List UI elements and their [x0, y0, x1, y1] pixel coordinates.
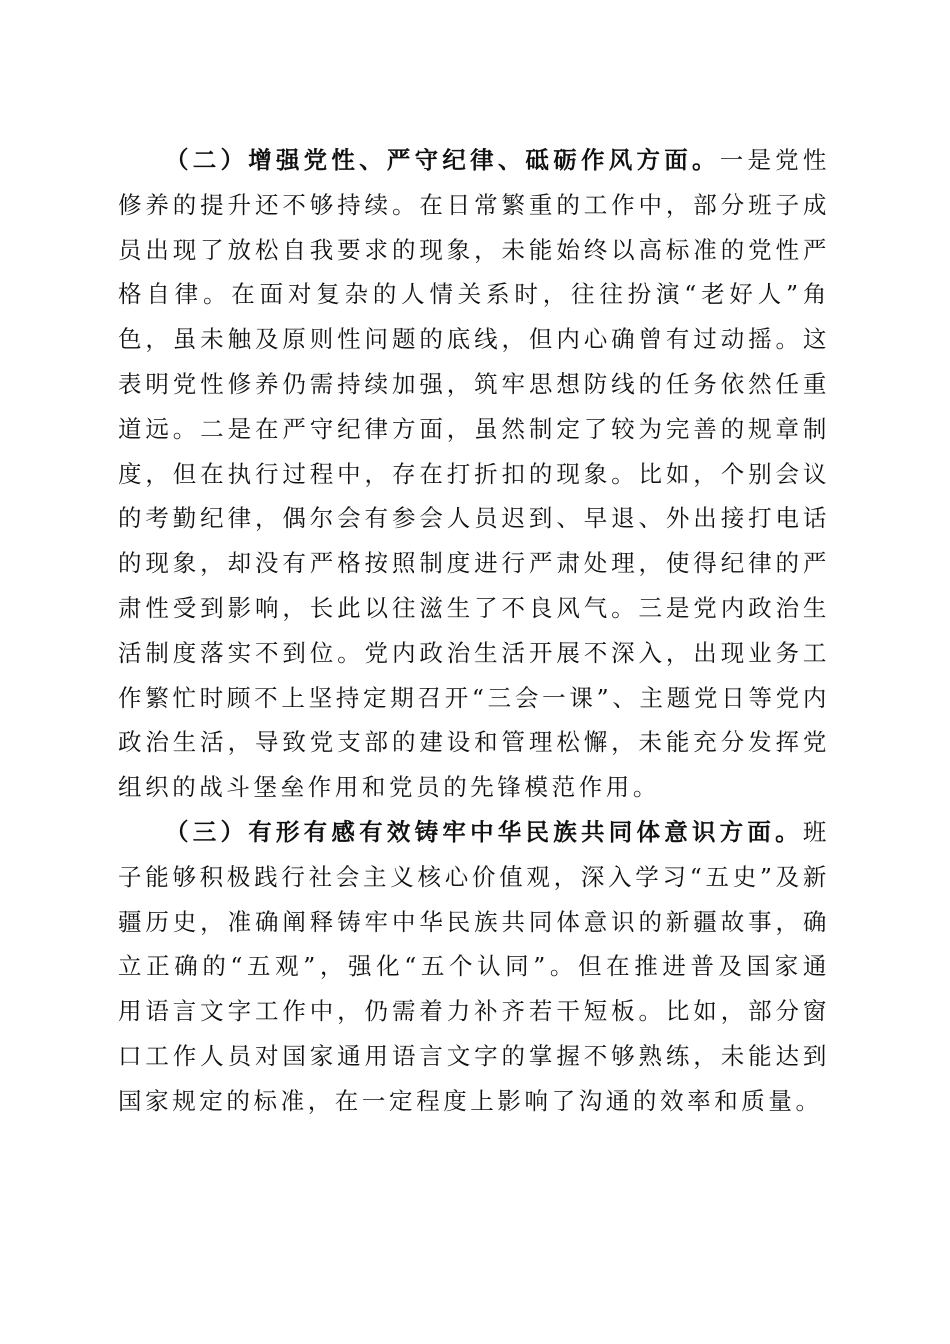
section-2-heading: （二）增强党性、严守纪律、砥砺作风方面。 — [165, 146, 720, 174]
paragraph-section-3 — [118, 810, 830, 1124]
section-3-body: 班子能够积极践行社会主义核心价值观，深入学习“五史”及新疆历史，准确阐释铸牢中华民族共同体意识的新疆故事，确立正确的“五观”，强化“五个认同”。但在推进普及国家通用语言文字工作中，仍需着力补齐若干短板。比如，部分窗口工作人员对国家通用语言文字的掌握不够熟练，未能达到国家规定的标准，在一定程度上影响了沟通的效率和质量。 — [118, 818, 830, 1115]
section-3-heading: （三）有形有感有效铸牢中华民族共同体意识方面。 — [165, 818, 803, 846]
section-2-body: 一是党性修养的提升还不够持续。在日常繁重的工作中，部分班子成员出现了放松自我要求的现象，未能始终以高标准的党性严格自律。在面对复杂的人情关系时，往往扮演“老好人”角色，虽未触及原则性问题的底线，但内心确曾有过动摇。这表明党性修养仍需持续加强，筑牢思想防线的任务依然任重道远。二是在严守纪律方面，虽然制定了较为完善的规章制度，但在执行过程中，存在打折扣的现象。比如，个别会议的考勤纪律，偶尔会有参会人员迟到、早退、外出接打电话的现象，却没有严格按照制度进行严肃处理，使得纪律的严肃性受到影响，长此以往滋生了不良风气。三是党内政治生活制度落实不到位。党内政治生活开展不深入，出现业务工作繁忙时顾不上坚持定期召开“三会一课”、主题党日等党内政治生活，导致党支部的建设和管理松懈，未能充分发挥党组织的战斗堡垒作用和党员的先锋模范作用。 — [118, 146, 831, 802]
paragraph-section-2 — [118, 138, 830, 810]
